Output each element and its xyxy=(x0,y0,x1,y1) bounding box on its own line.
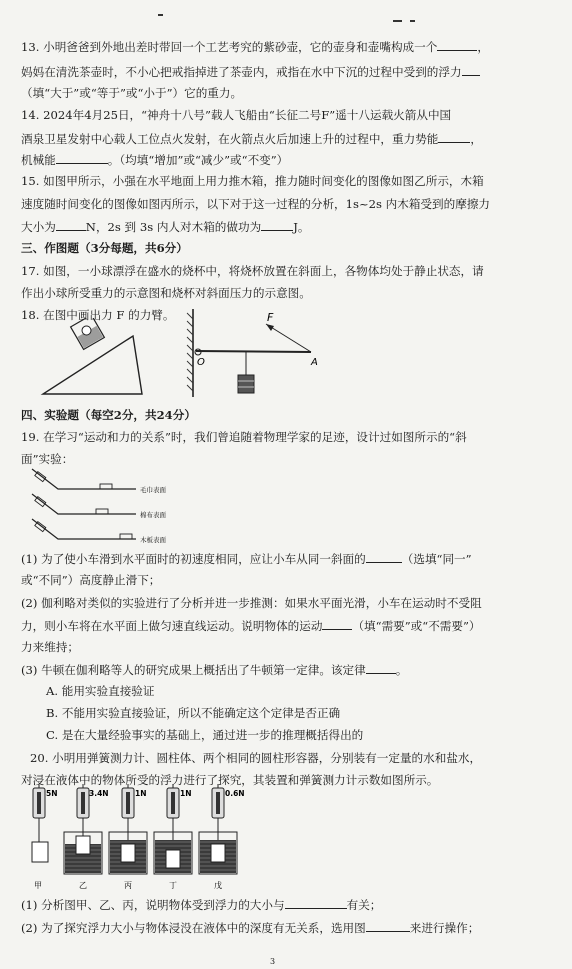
label-point-a: A xyxy=(311,357,318,368)
surface-label-wood: 木板表面 xyxy=(140,536,166,544)
q14-line3: 机械能 。（均填“增加”或“减少”或“不变”） xyxy=(21,153,289,167)
q18-text: 18. 在图中画出力 F 的力臂。 xyxy=(21,308,175,322)
q15-line1: 15. 如图甲所示，小强在水平地面上用力推木箱，推力随时间变化的图像如图乙所示，木箱 xyxy=(21,174,484,188)
q19-option-a: A. 能用实验直接验证 xyxy=(46,684,155,698)
setup-ding xyxy=(154,784,192,890)
figure-17-incline-beaker xyxy=(40,318,150,400)
q20-line1: 20. 小明用弹簧测力计、圆柱体、两个相同的圆柱形容器，分别装有一定量的水和盐水， xyxy=(30,751,482,765)
q19-option-b: B. 不能用实验直接验证，所以不能确定这个定律是否正确 xyxy=(46,706,341,720)
caption-yi: 乙 xyxy=(79,881,87,890)
q19-part2-line1: (2) 伽利略对类似的实验进行了分析并进一步推测：如果水平面光滑，小车在运动时不受阻 xyxy=(21,596,482,610)
figure-19-incline-surfaces xyxy=(28,465,208,547)
setup-yi xyxy=(64,784,109,890)
q19-part1-line2: 或“不同”）高度静止滑下； xyxy=(21,573,161,587)
scan-speck xyxy=(410,20,415,22)
surface-label-towel: 毛巾表面 xyxy=(140,486,166,494)
caption-ding: 丁 xyxy=(169,881,177,890)
q19-part3-line1: (3) 牛顿在伽利略等人的研究成果上概括出了牛顿第一定律。该定律 。 xyxy=(21,663,408,677)
section-4-heading: 四、实验题（每空2分，共24分） xyxy=(21,408,196,422)
q14-line1: 14. 2024年4月25日，“神舟十八号”载人飞船由“长征二号F”遥十八运载火箭从中国 xyxy=(21,108,452,122)
q13-line3: （填“大于”或“等于”或“小于”）它的重力。 xyxy=(21,86,243,100)
surface-label-cotton: 棉布表面 xyxy=(140,511,166,519)
q19-part2-line2: 力，则小车将在水平面上做匀速直线运动。说明物体的运动 （填“需要”或“不需要”） xyxy=(21,619,481,633)
q20-line2: 对浸在液体中的物体所受的浮力进行了探究，其装置和弹簧测力计示数如图所示。 xyxy=(21,773,439,787)
caption-bing: 丙 xyxy=(124,881,132,890)
q15-line3: 大小为 N，2s 到 3s 内人对木箱的做功为 J。 xyxy=(21,220,310,234)
page-number: 3 xyxy=(270,957,276,966)
reading-ding: 1N xyxy=(180,789,192,798)
figure-20-buoyancy-setup xyxy=(22,784,262,894)
label-force-f: F xyxy=(267,311,274,324)
caption-jia: 甲 xyxy=(34,881,42,890)
setup-jia xyxy=(32,784,58,890)
caption-wu: 戊 xyxy=(214,881,222,890)
scan-speck xyxy=(158,14,163,16)
q19-part2-line3: 力来维持； xyxy=(21,640,79,654)
q19-option-c: C. 是在大量经验事实的基础上，通过进一步的推理概括得出的 xyxy=(46,728,364,742)
q17-line1: 17. 如图，一小球漂浮在盛水的烧杯中，将烧杯放置在斜面上，各物体均处于静止状态，请 xyxy=(21,264,484,278)
q19-part1-line1: (1) 为了使小车滑到水平面时的初速度相同，应让小车从同一斜面的 （选填“同一” xyxy=(21,552,472,566)
section-3-heading: 三、作图题（3分每题，共6分） xyxy=(21,241,188,255)
q17-line2: 作出小球所受重力的示意图和烧杯对斜面压力的示意图。 xyxy=(21,286,311,300)
q14-line2: 酒泉卫星发射中心载人工位点火发射，在火箭点火后加速上升的过程中，重力势能 ， xyxy=(21,132,482,146)
q20-part1: (1) 分析图甲、乙、丙，说明物体受到浮力的大小与 有关； xyxy=(21,898,382,912)
reading-bing: 1N xyxy=(135,789,147,798)
q13-line2: 妈妈在清洗茶壶时，不小心把戒指掉进了茶壶内，戒指在水中下沉的过程中受到的浮力 xyxy=(21,64,480,80)
scan-speck xyxy=(393,20,402,22)
label-pivot-o: O xyxy=(197,357,205,368)
setup-bing xyxy=(109,784,147,890)
reading-wu: 0.6N xyxy=(225,789,245,798)
reading-yi: 3.4N xyxy=(89,789,109,798)
figure-18-lever xyxy=(183,305,323,403)
q19-line2: 面”实验： xyxy=(21,452,74,466)
setup-wu xyxy=(199,784,245,890)
q20-part2: (2) 为了探究浮力大小与物体浸没在液体中的深度有无关系，选用图 来进行操作； xyxy=(21,921,480,935)
q19-line1: 19. 在学习“运动和力的关系”时，我们曾追随着物理学家的足迹，设计过如图所示的“斜 xyxy=(21,430,467,444)
q13-line1: 13. 小明爸爸到外地出差时带回一个工艺考究的紫砂壶，它的壶身和壶嘴构成一个 ， xyxy=(21,40,489,54)
reading-jia: 5N xyxy=(46,789,58,798)
q15-line2: 速度随时间变化的图像如图丙所示，以下对于这一过程的分析，1s~2s 内木箱受到的摩擦力 xyxy=(21,197,491,211)
